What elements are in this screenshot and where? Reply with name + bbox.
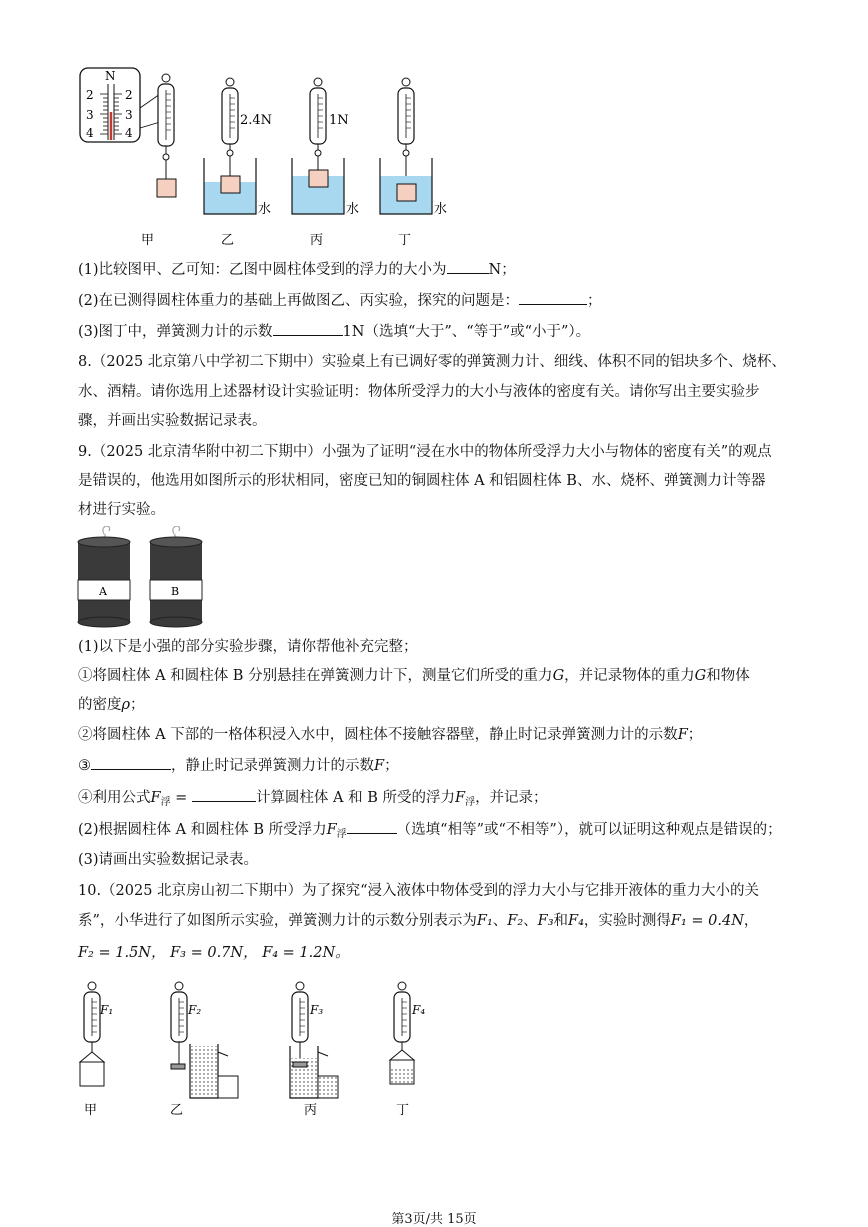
tick-label: 3 (86, 108, 94, 122)
spring-scale-f3 (290, 982, 338, 1118)
answer-blank[interactable] (192, 787, 256, 802)
spring-scale-f4 (390, 982, 425, 1118)
q8-line3: 骤，并画出实验数据记录表。 (78, 413, 267, 429)
cylinder-block (157, 179, 176, 197)
f2-label: F₂ (188, 1003, 202, 1017)
tick-label: 3 (125, 108, 133, 122)
q9-step3: ③ ，静止时记录弹簧测力计的示数F； (78, 755, 399, 776)
f4-label: F₄ (412, 1003, 426, 1017)
answer-blank[interactable] (519, 290, 587, 305)
tick-label: 2 (125, 88, 133, 102)
magnified-scale-inset (80, 68, 160, 142)
q9-step1-cont: 的密度ρ； (78, 697, 145, 713)
spring-scale-jia (157, 74, 176, 197)
caption-jia: 甲 (84, 1103, 98, 1118)
reading-1n: 1N (329, 113, 349, 128)
figure-cylinders-ab (76, 526, 216, 628)
q7-part2: (2)在已测得圆柱体重力的基础上再做图乙、丙实验，探究的问题是： ； (78, 290, 602, 311)
caption-ding: 丁 (396, 1103, 410, 1118)
answer-blank[interactable] (347, 819, 397, 834)
spring-scale-f2 (170, 982, 238, 1118)
cylinder-a (78, 526, 130, 627)
q9-line1: 9.（2025 北京清华附中初二下期中）小强为了证明“浸在水中的物体所受浮力大小与物体的密度有关”的观点 (78, 444, 772, 460)
figure-overflow-experiment (74, 976, 434, 1122)
q10-line3: F₂ = 1.5N， F₃ = 0.7N， F₄ = 1.2N。 (78, 945, 350, 961)
caption-yi: 乙 (170, 1103, 184, 1118)
cylinder-a-label: A (99, 585, 107, 598)
cylinder-b-label: B (171, 585, 180, 598)
f3-label: F₃ (310, 1003, 324, 1017)
q9-part2: (2)根据圆柱体 A 和圆柱体 B 所受浮力$F_浮$ （选填“相等”或“不相等”），就可以证明这种观点是错误的； (78, 819, 782, 845)
q9-line3: 材进行实验。 (78, 502, 165, 518)
q9-line2: 是错误的，他选用如图所示的形状相同，密度已知的铜圆柱体 A 和铝圆柱体 B、水、烧杯、弹簧测力计等器 (78, 473, 766, 489)
q9-part3: (3)请画出实验数据记录表。 (78, 852, 259, 868)
cylinder-b (150, 526, 202, 627)
q7-part3: (3)图丁中，弹簧测力计的示数 1N（选填“大于”、“等于”或“小于”）。 (78, 321, 590, 342)
caption-yi: 乙 (221, 233, 235, 248)
q10-line1: 10.（2025 北京房山初二下期中）为了探究“浸入液体中物体受到的浮力大小与它排开液体的重力大小的关 (78, 883, 759, 899)
q7-part1: (1)比较图甲、乙可知：乙图中圆柱体受到的浮力的大小为 N； (78, 259, 516, 280)
caption-ding: 丁 (398, 233, 412, 248)
page-footer: 第3页/共 15页 (391, 1212, 477, 1227)
tick-label: 4 (86, 126, 94, 140)
q10-line2: 系”，小华进行了如图所示实验，弹簧测力计的示数分别表示为F₁、F₂、F₃和F₄，实验时测得F₁ = 0.4N， (78, 913, 759, 929)
q9-step-intro: (1)以下是小强的部分实验步骤，请你帮他补充完整； (78, 639, 418, 655)
water-label: 水 (346, 202, 360, 217)
caption-jia: 甲 (141, 233, 155, 248)
answer-blank[interactable] (91, 755, 171, 770)
f1-label: F₁ (100, 1003, 114, 1017)
spring-scale-ding (380, 78, 447, 217)
tick-label: 2 (86, 88, 94, 102)
water-label: 水 (258, 202, 272, 217)
q9-step1: ①将圆柱体 A 和圆柱体 B 分别悬挂在弹簧测力计下，测量它们所受的重力G，并记录物体的重力G和物体 (78, 668, 750, 684)
caption-bing: 丙 (310, 233, 324, 248)
scale-unit-label: N (105, 69, 116, 83)
reading-2-4n: 2.4N (240, 113, 273, 128)
figure-spring-scale-experiment (78, 64, 478, 249)
caption-bing: 丙 (304, 1103, 318, 1118)
tick-label: 4 (125, 126, 133, 140)
answer-blank[interactable] (273, 321, 343, 336)
spring-scale-bing (292, 78, 359, 217)
spring-scale-yi (204, 78, 272, 217)
q8-line1: 8.（2025 北京第八中学初二下期中）实验桌上有已调好零的弹簧测力计、细线、体积不同的铝块多个、烧杯、 (78, 354, 786, 370)
q9-step4: ④利用公式$F_浮$ = 计算圆柱体 A 和 B 所受的浮力$F_浮$，并记录； (78, 787, 548, 813)
spring-scale-f1 (80, 982, 113, 1118)
q9-step2: ②将圆柱体 A 下部的一格体积浸入水中，圆柱体不接触容器壁，静止时记录弹簧测力计的示数F； (78, 727, 703, 743)
water-label: 水 (434, 202, 448, 217)
q8-line2: 水、酒精。请你选用上述器材设计实验证明：物体所受浮力的大小与液体的密度有关。请你写出主要实验步 (78, 384, 760, 400)
answer-blank[interactable] (447, 259, 489, 274)
